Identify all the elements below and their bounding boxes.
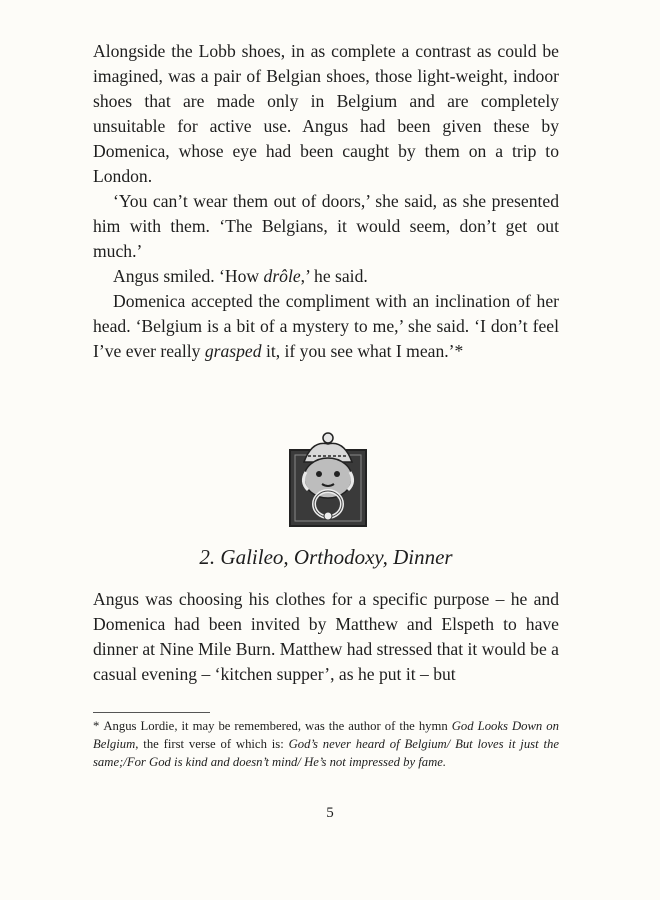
footnote-italic: God Looks Down on Belgium [93,719,559,751]
italic-word: drôle [263,266,301,286]
text-run: ,’ he said. [300,266,368,286]
footnote-text: , the first verse of which is: [135,737,289,751]
paragraph: Alongside the Lobb shoes, in as complete a contrast as could be imagined, was a pair of Belgian shoes, those light-weight, indoor shoes that are made only in Belgium and are completely unsuitable for active use. Angus had been given these by Domenica, whose eye had been caught by them on a trip to London. [93,41,559,186]
italic-word: grasped [204,341,262,361]
text-run: Angus smiled. ‘How [113,266,264,286]
chapter-text [93,587,559,687]
lion-door-knocker-icon [288,432,368,528]
chapter-title: 2. Galileo, Orthodoxy, Dinner [199,545,453,569]
footnote [93,717,559,771]
paragraph [93,289,559,364]
paragraph: Angus was choosing his clothes for a specific purpose – he and Domenica had been invited by Matthew and Elspeth to have dinner at Nine Mile Burn. Matthew had stressed that it would be a casual evening – ‘kitchen supper’, as he put it – but [93,589,559,684]
text-run: it, if you see what I mean.’* [261,341,464,361]
page-number: 5 [326,805,334,821]
paragraph [93,264,559,289]
body-text [93,39,559,364]
footnote-text: Angus Lordie, it may be remembered, was the author of the hymn [103,719,452,733]
text-run: Domenica accepted the compliment with an inclination of her head. ‘Belgium is a bit of a mystery to me,’ she said. ‘I don’t feel I’ve ever really [93,291,559,361]
footnote-mark: * [93,719,100,733]
footnote-rule [93,712,210,713]
paragraph: ‘You can’t wear them out of doors,’ she said, as she presented him with them. ‘The Belgians, it would seem, don’t get out much.’ [93,191,559,261]
footnote-italic: God’s never heard of Belgium/ But loves it just the same;/For God is kind and doesn’t mind/ He’s not impressed by fame. [93,737,559,769]
